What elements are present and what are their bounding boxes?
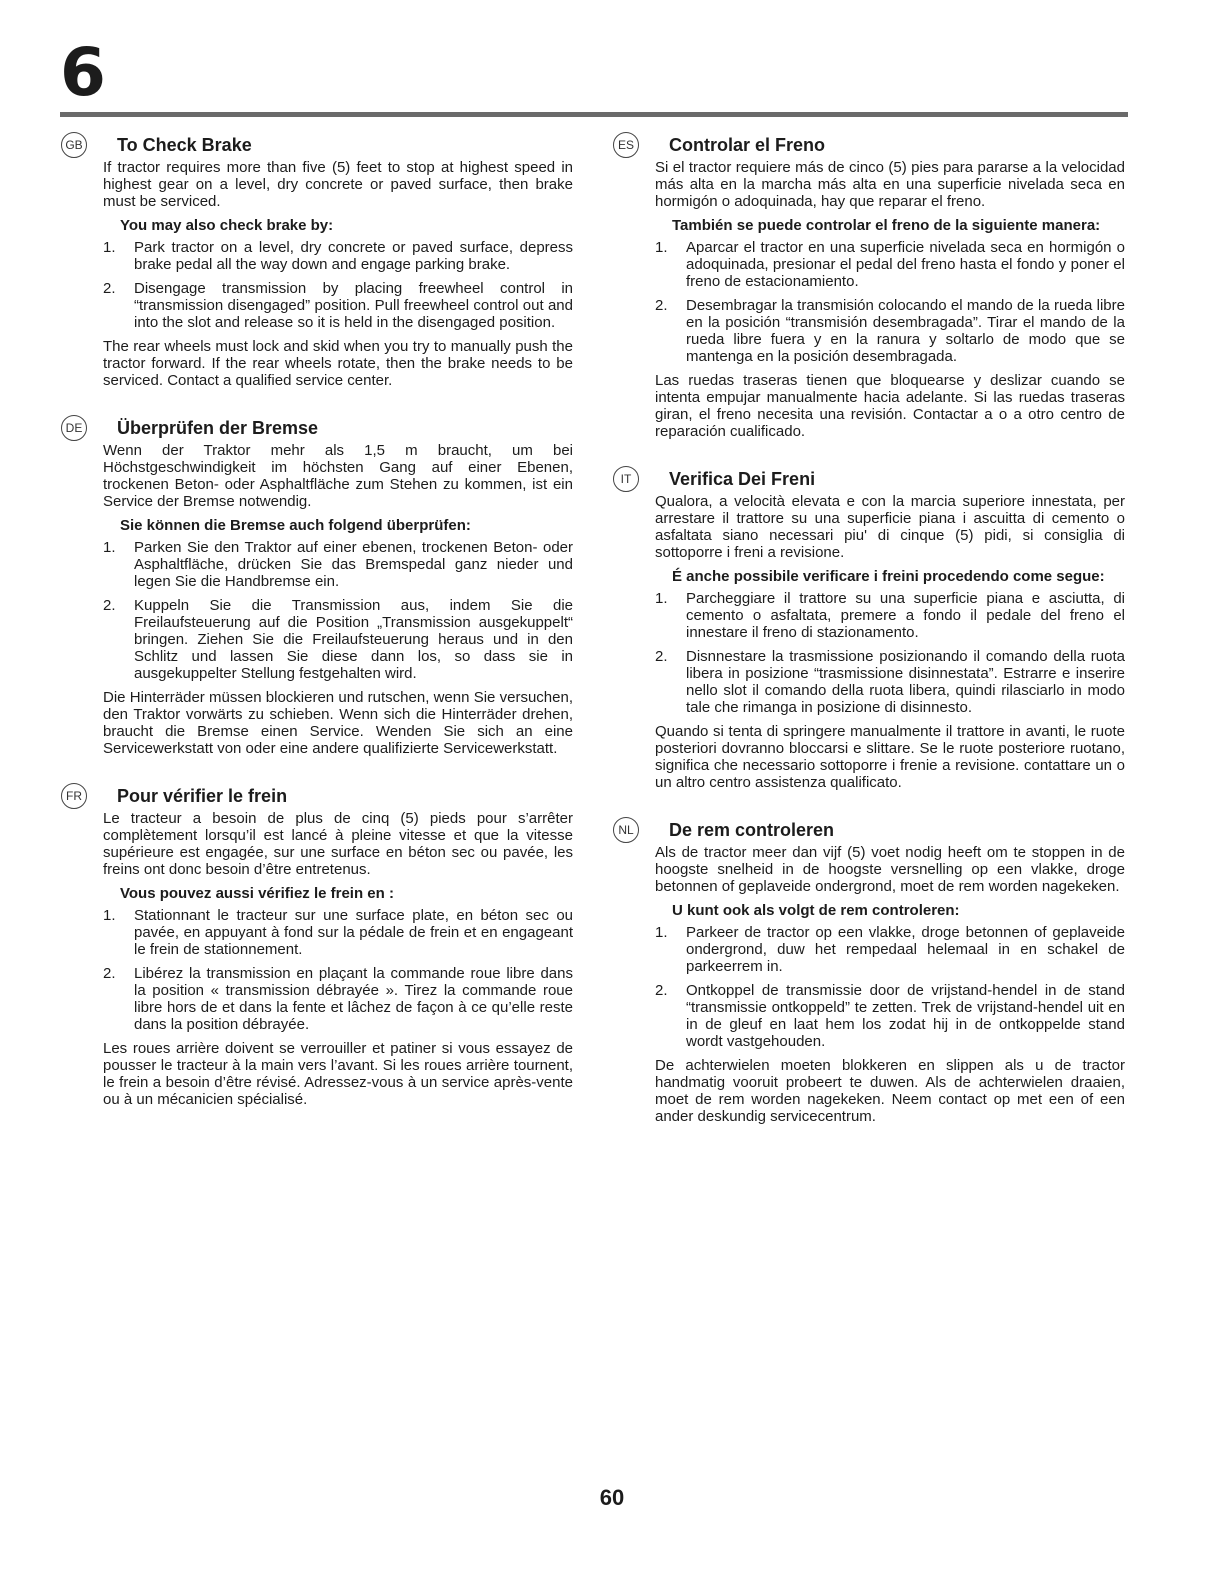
left-column [65,134,573,1114]
section-es [617,134,1125,440]
section-nl [618,819,1125,1125]
step-number: 2. [103,597,116,614]
language-badge-de: DE [61,415,87,441]
step-number: 1. [655,924,668,941]
section-it [620,468,1125,791]
section-title: Pour vérifier le frein [117,786,288,806]
intro-paragraph: If tractor requires more than five (5) feet to stop at highest speed in highest gear on a level, dry concrete or paved surface, then brake must be serviced. [103,159,573,210]
language-badge-gb: GB [61,132,87,158]
outro-paragraph: De achterwielen moeten blokkeren en slippen als u de tractor handmatig vooruit probeert te duwen. Als de achterwielen draaien, moet de rem worden nagekeken. Neem contact op met een of een ander deskundig servicecentrum. [655,1057,1125,1125]
section-title: Überprüfen der Bremse [117,418,319,438]
outro-paragraph: The rear wheels must lock and skid when you try to manually push the tractor forward. If the rear wheels rotate, then the brake needs to be serviced. Contact a qualified service center. [103,338,573,389]
intro-paragraph: Als de tractor meer dan vijf (5) voet nodig heeft om te stoppen in de hoogste snelheid in de hoogste versnelling op een vlakke, droge betonnen of geplaveide ondergrond, moet de rem worden nagekeken. [655,844,1125,895]
right-column [617,134,1125,1131]
outro-paragraph: Die Hinterräder müssen blockieren und rutschen, wenn Sie versuchen, den Traktor vorwärts zu schieben. Wenn sich die Hinterräder drehen, braucht die Bremse einen Service. Wenden Sie sich an eine Servicewerkstatt von oder eine andere qualifizierte Servicewerkstatt. [103,689,573,757]
intro-paragraph: Wenn der Traktor mehr als 1,5 m braucht, um bei Höchstgeschwindigkeit im höchsten Gang auf einer Ebenen, trockenen Beton- oder Asphaltfläche zum Stehen zu kommen, ist ein Service der Bremse notwendig. [103,442,573,510]
list-item [103,907,573,958]
intro-paragraph: Si el tractor requiere más de cinco (5) pies para pararse a la velocidad más alta en la marcha más alta en una superficie nivelada seca en hormigón o adoquinada, hay que reparar el freno. [655,159,1125,210]
language-badge-it: IT [613,466,639,492]
step-text: Disengage transmission by placing freewheel control in “transmission disengaged” position. Pull freewheel control out and into the slot and release so it is held in the disengaged position. [134,280,573,331]
step-number: 1. [655,239,668,256]
section-title: De rem controleren [669,820,835,840]
list-item [655,982,1125,1050]
subheading: Vous pouvez aussi vérifiez le frein en : [120,885,394,902]
step-text: Ontkoppel de transmissie door de vrijstand-hendel in de stand “transmissie ontkoppeld” te zetten. Trek de vrijstand-hendel uit en in de gleuf en laat hem los zodat hij in de ontkoppelde stand wordt vastgehouden. [686,982,1125,1050]
list-item [103,539,573,590]
step-text: Stationnant le tracteur sur une surface plate, en béton sec ou pavée, en appuyant à fond sur la pédale de frein et en engageant le frein de stationnement. [134,907,573,958]
step-number: 2. [655,648,668,665]
list-item [103,597,573,682]
list-item [103,239,573,273]
step-number: 1. [103,239,116,256]
step-number: 2. [655,297,668,314]
step-text: Aparcar el tractor en una superficie nivelada seca en hormigón o adoquinada, presionar el pedal del freno hasta el fondo y poner el freno de estacionamiento. [686,239,1125,290]
section-title: Controlar el Freno [669,135,826,155]
step-text: Parkeer de tractor op een vlakke, droge betonnen of geplaveide ondergrond, duw het rempedaal helemaal in en schakel de parkeerrem in. [686,924,1125,975]
step-text: Kuppeln Sie die Transmission aus, indem Sie die Freilaufsteuerung auf die Position „Transmission ausgekuppelt“ bringen. Ziehen Sie die Freilaufsteuerung heraus und in den Schlitz und lassen Sie diese dann los, so dass sie in ausgekuppelter Stellung festgehalten wird. [134,597,573,682]
page-number: 60 [599,1485,625,1510]
language-badge-es: ES [613,132,639,158]
subheading: You may also check brake by: [120,217,334,234]
step-text: Disnnestare la trasmissione posizionando il comando della ruota libera in posizione “trasmissione disinnestata”. Estrarre e inserire nello slot il comando della ruota libera, quindi rilasciarlo in modo tale che rimanga in posizione di disinnesto. [686,648,1125,716]
outro-paragraph: Quando si tenta di springere manualmente il trattore in avanti, le ruote posteriori dovranno bloccarsi e slittare. Se le ruote posteriore ruotano, significa che necessario sottoporre i frenie a revisione. contattare un o un altro centro assistenza qualificato. [655,723,1125,791]
step-text: Desembragar la transmisión colocando el mando de la rueda libre en la posición “transmisión desembragada”. Tirar el mando de la rueda libre fuera y en la ranura y soltarlo de modo que se mantenga en la posición desembragada. [686,297,1125,365]
step-text: Parken Sie den Traktor auf einer ebenen, trockenen Beton- oder Asphaltfläche, drücken Sie das Bremspedal ganz nieder und legen Sie die Handbremse ein. [134,539,573,590]
step-text: Parcheggiare il trattore su una superficie piana e asciutta, di cemento o asfaltata, premere a fondo il pedale del freno el innestare il freno di stazionamento. [686,590,1125,641]
outro-paragraph: Las ruedas traseras tienen que bloquearse y deslizar cuando se intenta empujar manualmente hacia adelante. Si las ruedas traseras giran, el freno necesita una revisión. Contactar a o a otro centro de reparación cualificado. [655,372,1125,440]
subheading: Sie können die Bremse auch folgend überprüfen: [120,517,471,534]
list-item [655,648,1125,716]
section-gb [65,134,573,389]
section-title: Verifica Dei Freni [669,469,816,489]
intro-paragraph: Qualora, a velocità elevata e con la marcia superiore innestata, per arrestare il trattore su una superficie piana i ascuitta di cemento o asfaltata siano necessari piu' di cinque (5) pidi, si consiglia di sottoporre i freni a revisione. [655,493,1125,561]
list-item [655,297,1125,365]
language-badge-fr: FR [61,783,87,809]
step-number: 2. [103,280,116,297]
chapter-number: 6 [60,34,106,111]
step-text: Libérez la transmission en plaçant la commande roue libre dans la position « transmission débrayée ». Tirez la commande roue libre hors de et dans la fente et lâchez de façon à ce qu’elle reste dans la position débrayée. [134,965,573,1033]
step-text: Park tractor on a level, dry concrete or paved surface, depress brake pedal all the way down and engage parking brake. [134,239,573,273]
step-number: 2. [655,982,668,999]
section-de [65,417,573,757]
subheading: É anche possibile verificare i freini procedendo come segue: [672,568,1105,585]
section-fr [66,785,573,1108]
step-number: 1. [655,590,668,607]
list-item [655,239,1125,290]
header-rule [60,112,1128,117]
step-number: 2. [103,965,116,982]
subheading: U kunt ook als volgt de rem controleren: [672,902,960,919]
outro-paragraph: Les roues arrière doivent se verrouiller et patiner si vous essayez de pousser le tracteur à la main vers l’avant. Si les roues arrière tournent, le frein a besoin d’être révisé. Adressez-vous à un service après-vente ou à un mécanicien spécialisé. [103,1040,573,1108]
subheading: También se puede controlar el freno de la siguiente manera: [672,217,1101,234]
step-number: 1. [103,539,116,556]
section-title: To Check Brake [117,135,252,155]
language-badge-nl: NL [613,817,639,843]
list-item [655,924,1125,975]
list-item [103,965,573,1033]
list-item [103,280,573,331]
list-item [655,590,1125,641]
step-number: 1. [103,907,116,924]
intro-paragraph: Le tracteur a besoin de plus de cinq (5) pieds pour s’arrêter complètement lorsqu’il est lancé à pleine vitesse et que la vitesse supérieure est engagée, sur une surface en béton sec ou pavée, les freins ont donc besoin d’être entretenus. [103,810,573,878]
